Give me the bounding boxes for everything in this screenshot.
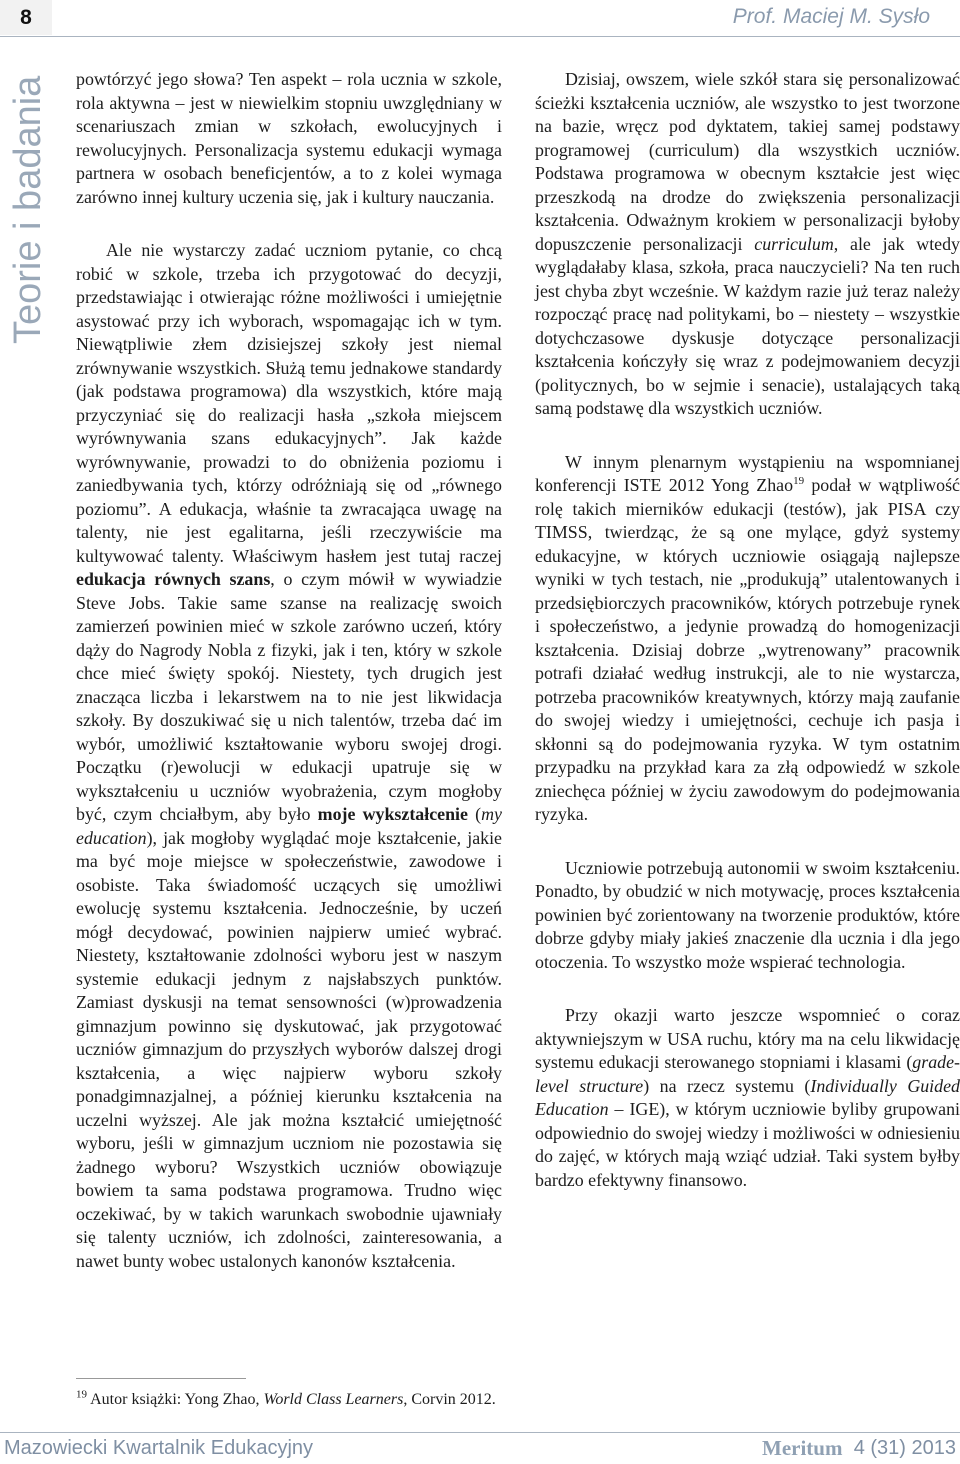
paragraph	[535, 451, 960, 827]
italic-phrase: World Class Learners	[263, 1391, 404, 1408]
section-label-vertical: Teorie i badania	[7, 75, 49, 344]
italic-phrase: grade-level structure	[535, 1052, 960, 1096]
footnote-ref: 19	[793, 475, 805, 488]
right-column	[535, 68, 960, 1192]
page-header	[0, 0, 960, 36]
footnote-number: 19	[76, 1388, 87, 1401]
text-run: podał w wątpliwość rolę takich mierników edukacji (testów), jak PISA czy TIMSS, twierdząc, że są one mylące, gdyż systemy edukacyjne, w których uczniowie osiągają najlepsze wyniki w tych testach, nie „produkują” utalentowanych i przedsiębiorczych pracowników, których potrzebuje rynek i społeczeństwo, a jedynie prowadzą do homogenizacji kształcenia. Dzisiaj dobrze „wytrenowany” pracownik potrafi działać według instrukcji, ale to nie wystarcza, potrzeba pracowników kreatywnych, którzy mają zaufanie do swojej wiedzy i umiejętności, cechuje ich pasja i skłonni są do podejmowania ryzyka. W tym ostatnim przypadku na przykład kara za złą odpowiedź w szkole zniechęca później w życiu zawodowym do podejmowania ryzyka.	[535, 475, 960, 824]
text-run: Przy okazji warto jeszcze wspomnieć o coraz aktywniejszym w USA ruchu, który ma na celu likwidację systemu edukacji sterowanego stopniami i klasami (	[535, 1005, 960, 1072]
footer-issue: 4 (31) 2013	[853, 1437, 956, 1459]
text-run: Autor książki: Yong Zhao,	[87, 1391, 264, 1408]
bold-phrase: moje wykształcenie	[317, 804, 468, 824]
text-run: , Corvin 2012.	[403, 1391, 496, 1408]
footer-divider	[0, 1432, 960, 1433]
paragraph: Uczniowie potrzebują autonomii w swoim kształceniu. Ponadto, by obudzić w nich motywację, proces kształcenia powinien być zorientowany na tworzenie produktów, które dobrze gdyby miały jakieś znaczenie dla ucznia i dla jego otoczenia. To wszystko może wspierać technologia.	[535, 857, 960, 972]
paragraph	[535, 1004, 960, 1192]
text-run: (	[467, 804, 482, 824]
text-run: , o czym mówił w wywiadzie Steve Jobs. Takie same szanse na realizację swoich zamierzeń powinien mieć w szkole zarówno uczeń, który dąży do Nagrody Nobla z fizyki, jak i ten, który w szkole chce mieć święty spokój. Niestety, tych drugich jest znacząca liczba i lekarstwem na to nie jest likwidacja szkoły. By doszukiwać się u nich talentów, trzeba dać im wybór, umożliwić kształtowanie wyboru swojej drogi. Początku (r)ewolucji w edukacji upatruje się w wykształceniu u uczniów wyobrażenia, czym mogłoby być, czym chciałbym, aby było	[76, 569, 502, 824]
italic-phrase: Individually Guided Education	[535, 1075, 960, 1119]
footnote-divider	[76, 1378, 246, 1379]
bold-phrase: edukacja równych szans	[76, 569, 271, 589]
paragraph	[76, 239, 502, 1273]
footer-journal: Mazowiecki Kwartalnik Edukacyjny	[4, 1437, 314, 1459]
page-number: 8	[0, 0, 52, 35]
footer-brand: Meritum	[762, 1436, 843, 1460]
header-author: Prof. Maciej M. Sysło	[732, 5, 930, 28]
text-run: ) na rzecz systemu (	[643, 1075, 811, 1096]
paragraph	[535, 68, 960, 421]
italic-phrase: curriculum	[754, 233, 834, 254]
paragraph: powtórzyć jego słowa? Ten aspekt – rola ucznia w szkole, rola aktywna – jest w niewielkim stopniu uwzględniany w scenariuszach zmian w szkołach, ewolucyjnych i rewolucyjnych. Personalizacja systemu edukacji wymaga partnera w osobach beneficjentów, a to z kolei wymaga zarówno innej kultury uczenia się, jak i kultury nauczania.	[76, 69, 502, 207]
text-run: – IGE), w którym uczniowie byliby grupowani odpowiednio do swojej wiedzy i możliwości w odniesieniu do zajęć, w których mają wziąć udział. Taki system byłby bardzo efektywny finansowo.	[535, 1099, 960, 1190]
text-run: Dzisiaj, owszem, wiele szkół stara się personalizować ścieżki kształcenia uczniów, ale wszystko to jest tworzone na bazie, wręcz pod dyktatem, takiej samej podstawy programowej (curriculum) dla wszystkich uczniów. Podstawa programowa w obecnym kształcie jest więc przeszkodą na drodze do zwiększenia personalizacji kształcenia. Odważnym krokiem w personalizacji byłoby dopuszczenie personalizacji	[535, 69, 960, 254]
text-run: W innym plenarnym wystąpieniu na wspomnianej konferencji ISTE 2012 Yong Zhao	[535, 451, 960, 495]
footnote	[76, 1390, 576, 1410]
text-run: , ale jak wtedy wyglądałaby klasa, szkoła, praca nauczycieli? Na ten ruch jest chyba zbyt wcześnie. W każdym razie już teraz należy rozpocząć pracę nad politykami, bo – niestety – wszystkie dotychczasowe dyskusje dotyczące personalizacji kształcenia kończyły się wraz z podejmowaniem decyzji (politycznych, bo w sejmie i senacie), ustalających taką samą podstawę dla wszystkich uczniów.	[535, 233, 960, 418]
text-run: Ale nie wystarczy zadać uczniom pytanie, co chcą robić w szkole, trzeba ich przygotować do decyzji, przedstawiając i otwierając różne możliwości i umiejętnie asystować przy ich wyborach, wspomagając ich w tym. Niewątpliwie złem dzisiejszej szkoły jest niemal zrównywanie wszystkich. Służą temu jednakowe standardy (jak podstawa programowa) dla wszystkich, które mają przyczyniać się do realizacji hasła „szkoła miejscem wyrównywania szans edukacyjnych”. Jak każde wyrównywanie, prowadzi to do obniżenia poziomu i zaniedbywania tych, którzy odróżniają się od „równego poziomu”. A edukacja, właśnie ta zwracająca uwagę na talenty, nie jest egalitarna, jeśli rzeczywiście ma kultywować talenty. Właściwym hasłem jest tutaj raczej	[76, 240, 502, 566]
text-run: ), jak mogłoby wyglądać moje kształcenie, jakie ma być moje miejsce w społeczeństwie, zawodowe i osobiste. Taka świadomość uczących się umożliwi ewolucję systemu kształcenia. Jednocześnie, by uczeń mógł decydować, powinien najpierw umieć wybrać. Niestety, kształtowanie zdolności wyboru jest w naszym systemie edukacji jednym z najsłabszych punktów. Zamiast dyskusji na temat sensowności (w)prowadzenia gimnazjum powinno się dyskutować, jak przygotować uczniów gimnazjum do przyszłych wyborów dalszej drogi kształcenia, a więc najpierw wyboru szkoły ponadgimnazjalnej, a później kierunku kształcenia na uczelni wyższej. Ale jak można kształcić umiejętność wyboru, jeśli w gimnazjum uczniom nie pozostawia się żadnego wyboru? Wszystkich uczniów obowiązuje bowiem ta sama podstawa programowa. Trudno więc oczekiwać, by w takich warunkach swobodnie ujawniały się talenty uczniów, ich zdolności, zainteresowania, a nawet bunty wobec ustalonych kanonów kształcenia.	[76, 827, 502, 1271]
italic-phrase: my education	[76, 804, 502, 848]
header-divider	[0, 36, 960, 37]
left-column	[76, 68, 502, 1273]
